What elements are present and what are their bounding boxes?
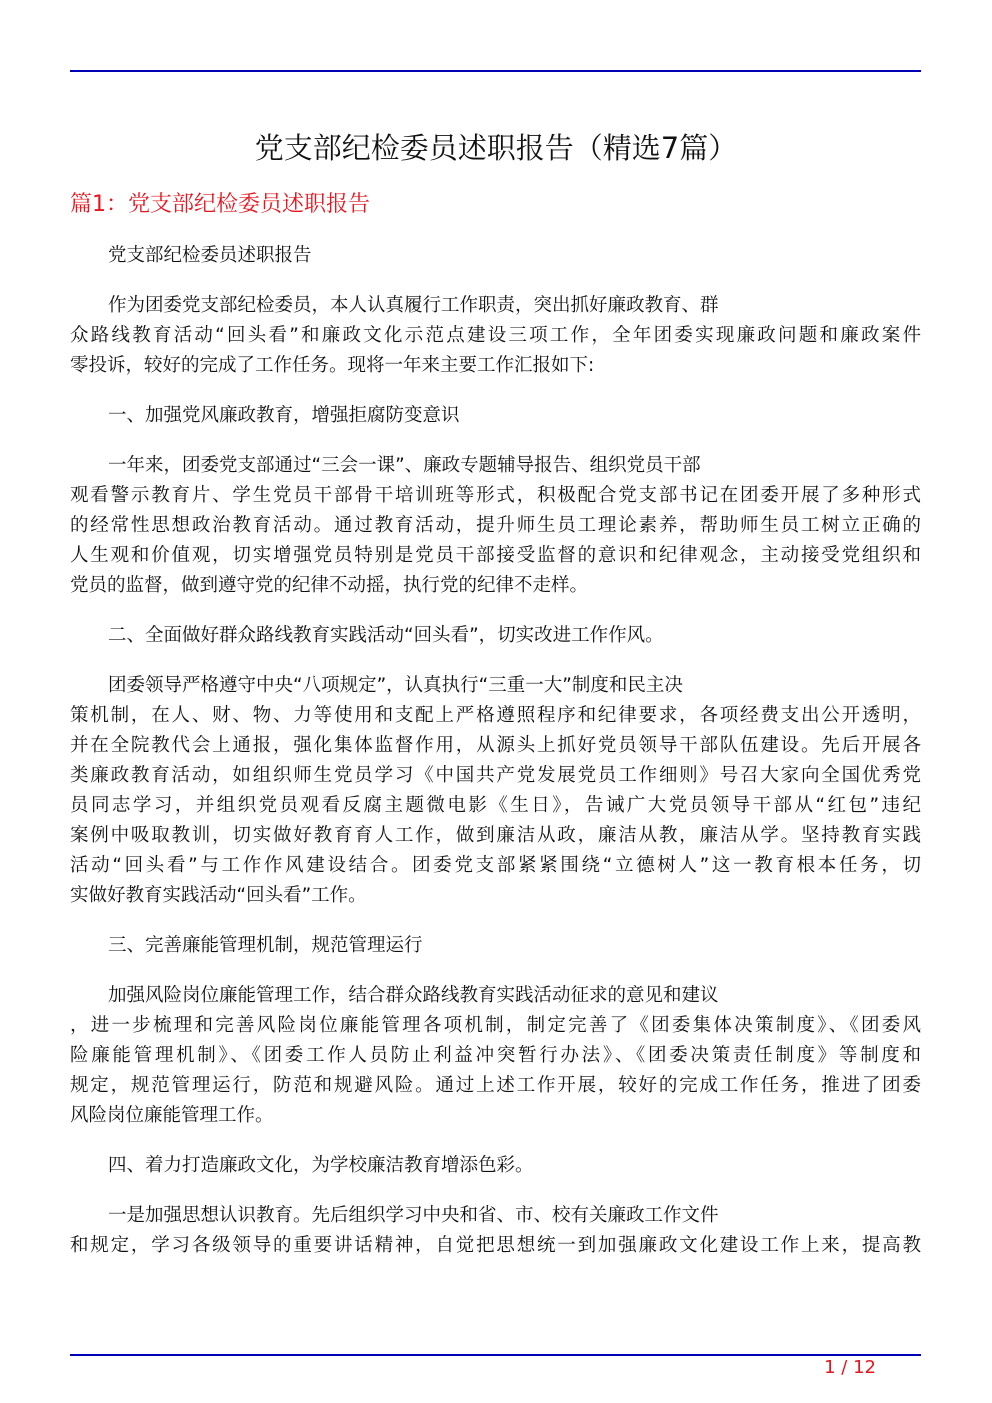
text-line: 一、加强党风廉政教育，增强拒腐防变意识 [108,405,460,426]
text-line: 人生观和价值观，切实增强党员特别是党员干部接受监督的意识和纪律观念，主动接受党组织和 [70,545,921,566]
text-line: 四、着力打造廉政文化，为学校廉洁教育增添色彩。 [108,1155,534,1176]
paragraph [70,931,921,961]
paragraph [70,401,921,431]
header-rule [70,70,921,72]
paragraph [70,1151,921,1181]
text-line: 活动“回头看”与工作作风建设结合。团委党支部紧紧围绕“立德树人”这一教育根本任务，切 [70,855,921,876]
text-line: 二、全面做好群众路线教育实践活动“回头看”，切实改进工作作风。 [108,625,664,646]
text-line: 员同志学习，并组织党员观看反腐主题微电影《生日》，告诫广大党员领导干部从“红包”违纪 [70,795,921,816]
paragraph [70,621,921,651]
text-line: 党支部纪检委员述职报告 [108,245,312,266]
paragraph [70,451,921,601]
text-line: 并在全院教代会上通报，强化集体监督作用，从源头上抓好党员领导干部队伍建设。先后开展各 [70,735,921,756]
text-line: 党员的监督，做到遵守党的纪律不动摇，执行党的纪律不走样。 [70,575,589,596]
text-line: 观看警示教育片、学生党员干部骨干培训班等形式，积极配合党支部书记在团委开展了多种形式 [70,485,921,506]
text-line: 的经常性思想政治教育活动。通过教育活动，提升师生员工理论素养，帮助师生员工树立正确的 [70,515,921,536]
footer-rule [70,1354,921,1356]
text-line: ，进一步梳理和完善风险岗位廉能管理各项机制，制定完善了《团委集体决策制度》、《团委风 [70,1015,921,1036]
text-line: 一年来，团委党支部通过“三会一课”、廉政专题辅导报告、组织党员干部 [108,455,701,476]
text-line: 规定，规范管理运行，防范和规避风险。通过上述工作开展，较好的完成工作任务，推进了团委 [70,1075,921,1096]
text-line: 作为团委党支部纪检委员，本人认真履行工作职责，突出抓好廉政教育、群 [108,295,719,316]
text-line: 团委领导严格遵守中央“八项规定”，认真执行“三重一大”制度和民主决 [108,675,683,696]
text-line: 实做好教育实践活动“回头看”工作。 [70,885,367,906]
text-line: 一是加强思想认识教育。先后组织学习中央和省、市、校有关廉政工作文件 [108,1205,719,1226]
text-line: 险廉能管理机制》、《团委工作人员防止利益冲突暂行办法》、《团委决策责任制度》等制度和 [70,1045,921,1066]
text-line: 加强风险岗位廉能管理工作，结合群众路线教育实践活动征求的意见和建议 [108,985,719,1006]
section-heading: 篇1：党支部纪检委员述职报告 [70,192,370,217]
paragraph [70,291,921,381]
paragraph [70,1201,921,1261]
text-line: 类廉政教育活动，如组织师生党员学习《中国共产党发展党员工作细则》号召大家向全国优秀党 [70,765,921,786]
page-number: 1 / 12 [824,1357,876,1378]
document-body [70,241,921,1281]
document-title: 党支部纪检委员述职报告（精选7篇） [254,131,738,165]
text-line: 零投诉，较好的完成了工作任务。现将一年来主要工作汇报如下: [70,355,595,376]
paragraph [70,241,921,271]
paragraph [70,671,921,911]
text-line: 众路线教育活动“回头看”和廉政文化示范点建设三项工作，全年团委实现廉政问题和廉政案件 [70,325,921,346]
text-line: 风险岗位廉能管理工作。 [70,1105,274,1126]
text-line: 和规定，学习各级领导的重要讲话精神，自觉把思想统一到加强廉政文化建设工作上来，提高教 [70,1235,921,1256]
text-line: 策机制，在人、财、物、力等使用和支配上严格遵照程序和纪律要求，各项经费支出公开透明， [70,705,921,726]
text-line: 三、完善廉能管理机制，规范管理运行 [108,935,423,956]
paragraph [70,981,921,1131]
text-line: 案例中吸取教训，切实做好教育育人工作，做到廉洁从政，廉洁从教，廉洁从学。坚持教育实践 [70,825,921,846]
